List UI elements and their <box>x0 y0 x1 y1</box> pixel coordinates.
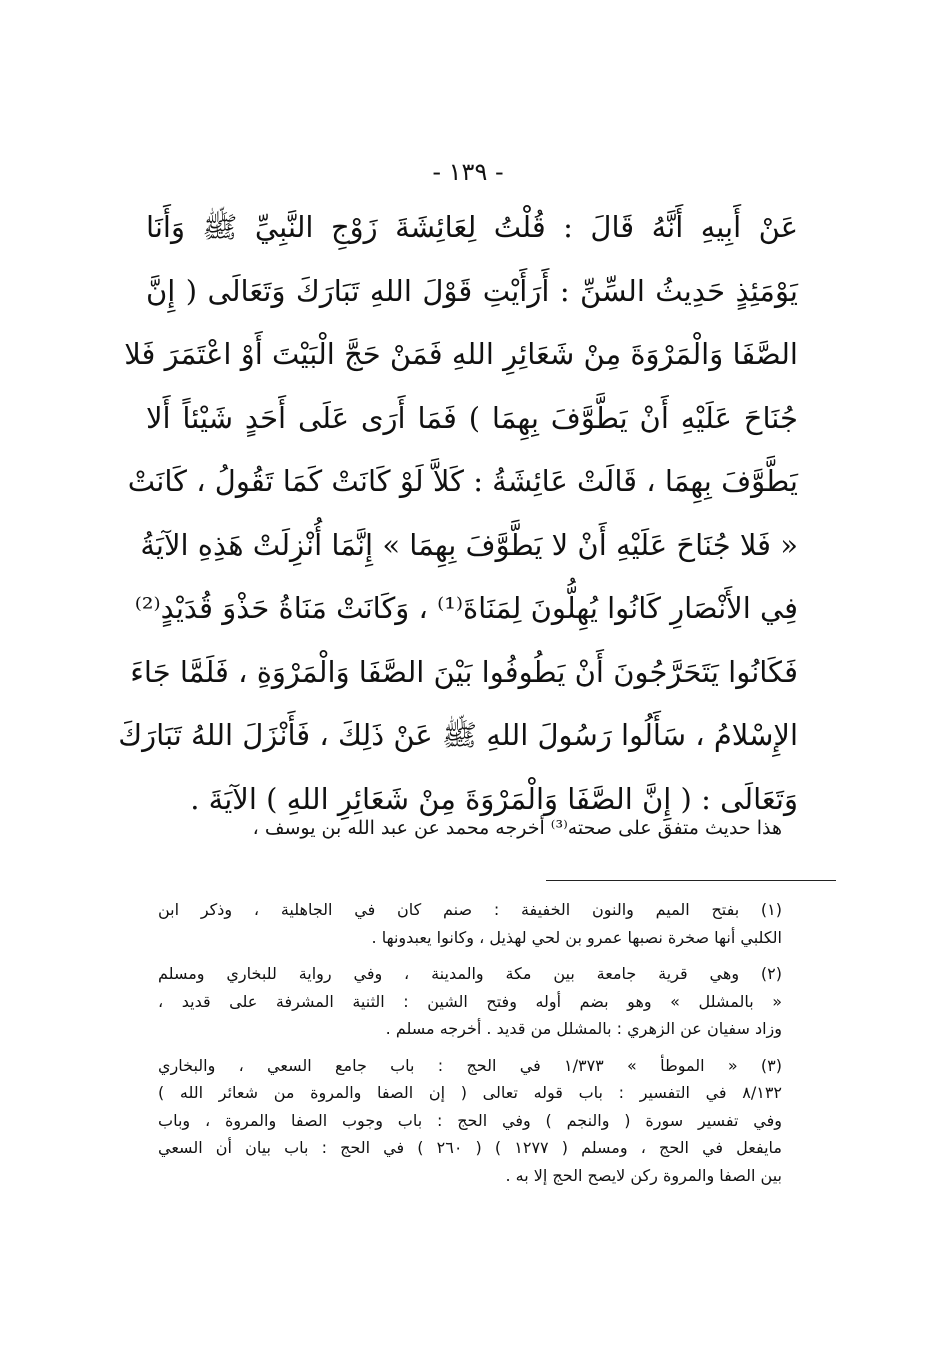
body-line: فِي الأَنْصَارِ كَانُوا يُهِلُّونَ لِمَنَاةَ⁽¹⁾ ، وَكَانَتْ مَنَاةُ حَذْوَ قُدَيْدٍ⁽²⁾ <box>134 591 798 625</box>
footnote-2 <box>158 960 782 1043</box>
footnotes <box>158 896 782 1198</box>
footnote-line: (٣) « الموطأ » ١/٣٧٣ في الحج : باب جامع السعي ، والبخاري <box>158 1055 783 1075</box>
footnote-line: ٨/١٣٢ في التفسير : باب قوله تعالى ( إن الصفا والمروة من شعائر الله ) <box>158 1083 782 1102</box>
body-line: عَنْ أَبِيهِ أَنَّهُ قَالَ : قُلْتُ لِعَائِشَةَ زَوْجِ النَّبِيِّ ﷺ وَأَنَا <box>146 210 798 244</box>
footnote-line: وفي تفسير سورة ( والنجم ) وفي الحج : باب وجوب الصفا والمروة ، وباب <box>158 1110 782 1130</box>
body-line: يَوْمَئِذٍ حَدِيثُ السِّنِّ : أَرَأَيْتِ قَوْلَ اللهِ تَبَارَكَ وَتَعَالَى ( إِنَّ <box>146 273 798 308</box>
body-line: « فَلا جُنَاحَ عَلَيْهِ أَنْ لا يَطَّوَّفَ بِهِمَا » إِنَّمَا أُنْزِلَتْ هَذِهِ الآيَةُ <box>140 527 798 562</box>
body-line: وَتَعَالَى : ( إِنَّ الصَّفَا وَالْمَرْوَةَ مِنْ شَعَائِرِ اللهِ ) الآيَةَ . <box>190 781 798 816</box>
source-note: هذا حديث متفق على صحته⁽³⁾ أخرجه محمد عن عبد الله بن يوسف ، <box>252 817 782 839</box>
footnote-line: مايفعل في الحج ، ومسلم ( ١٢٧٧ ) ( ٢٦٠ ) في الحج : باب بيان أن السعي <box>158 1138 783 1157</box>
footnote-line: (٢) وهي قرية جامعة بين مكة والمدينة ، وفي رواية للبخاري ومسلم <box>158 964 782 983</box>
footnote-line: وزاد سفيان عن الزهري : بالمشلل من قديد . أخرجه مسلم . <box>385 1019 782 1038</box>
body-line: يَطَّوَّفَ بِهِمَا ، قَالَتْ عَائِشَةُ : كَلاَّ لَوْ كَانَتْ كَمَا تَقُولُ ، كَانَتْ <box>127 464 798 498</box>
body-line: جُنَاحَ عَلَيْهِ أَنْ يَطَّوَّفَ بِهِمَا ) فَمَا أَرَى عَلَى أَحَدٍ شَيْئاً أَلا <box>146 400 798 435</box>
body-line: الصَّفَا وَالْمَرْوَةَ مِنْ شَعَائِرِ اللهِ فَمَنْ حَجَّ الْبَيْتَ أَوْ اعْتَمَرَ فَلا <box>124 337 798 371</box>
hadith-body-text <box>118 196 798 831</box>
footnote-3 <box>158 1052 782 1190</box>
footnote-line: « بالمشلل » وهو بضم أوله وفتح الشين : الثنية المشرفة على قديد ، <box>158 991 782 1011</box>
footnote-divider <box>546 880 836 881</box>
footnote-1 <box>158 896 782 951</box>
body-line: الإِسْلامُ ، سَأَلُوا رَسُولَ اللهِ ﷺ عَنْ ذَلِكَ ، فَأَنْزَلَ اللهُ تَبَارَكَ <box>118 718 798 752</box>
footnote-line: الكلبي أنها صخرة نصبها عمرو بن لحي لهذيل ، وكانوا يعبدونها . <box>371 927 782 947</box>
body-line: فَكَانُوا يَتَحَرَّجُونَ أَنْ يَطُوفُوا بَيْنَ الصَّفَا وَالْمَرْوَةِ ، فَلَمَّا جَاءَ <box>130 654 798 689</box>
footnote-line: بين الصفا والمروة ركن لايصح الحج إلا به . <box>505 1165 782 1185</box>
page-number: - ١٣٩ - <box>432 158 504 186</box>
footnote-line: (١) بفتح الميم والنون الخفيفة : صنم كان في الجاهلية ، وذكر ابن <box>158 900 782 919</box>
